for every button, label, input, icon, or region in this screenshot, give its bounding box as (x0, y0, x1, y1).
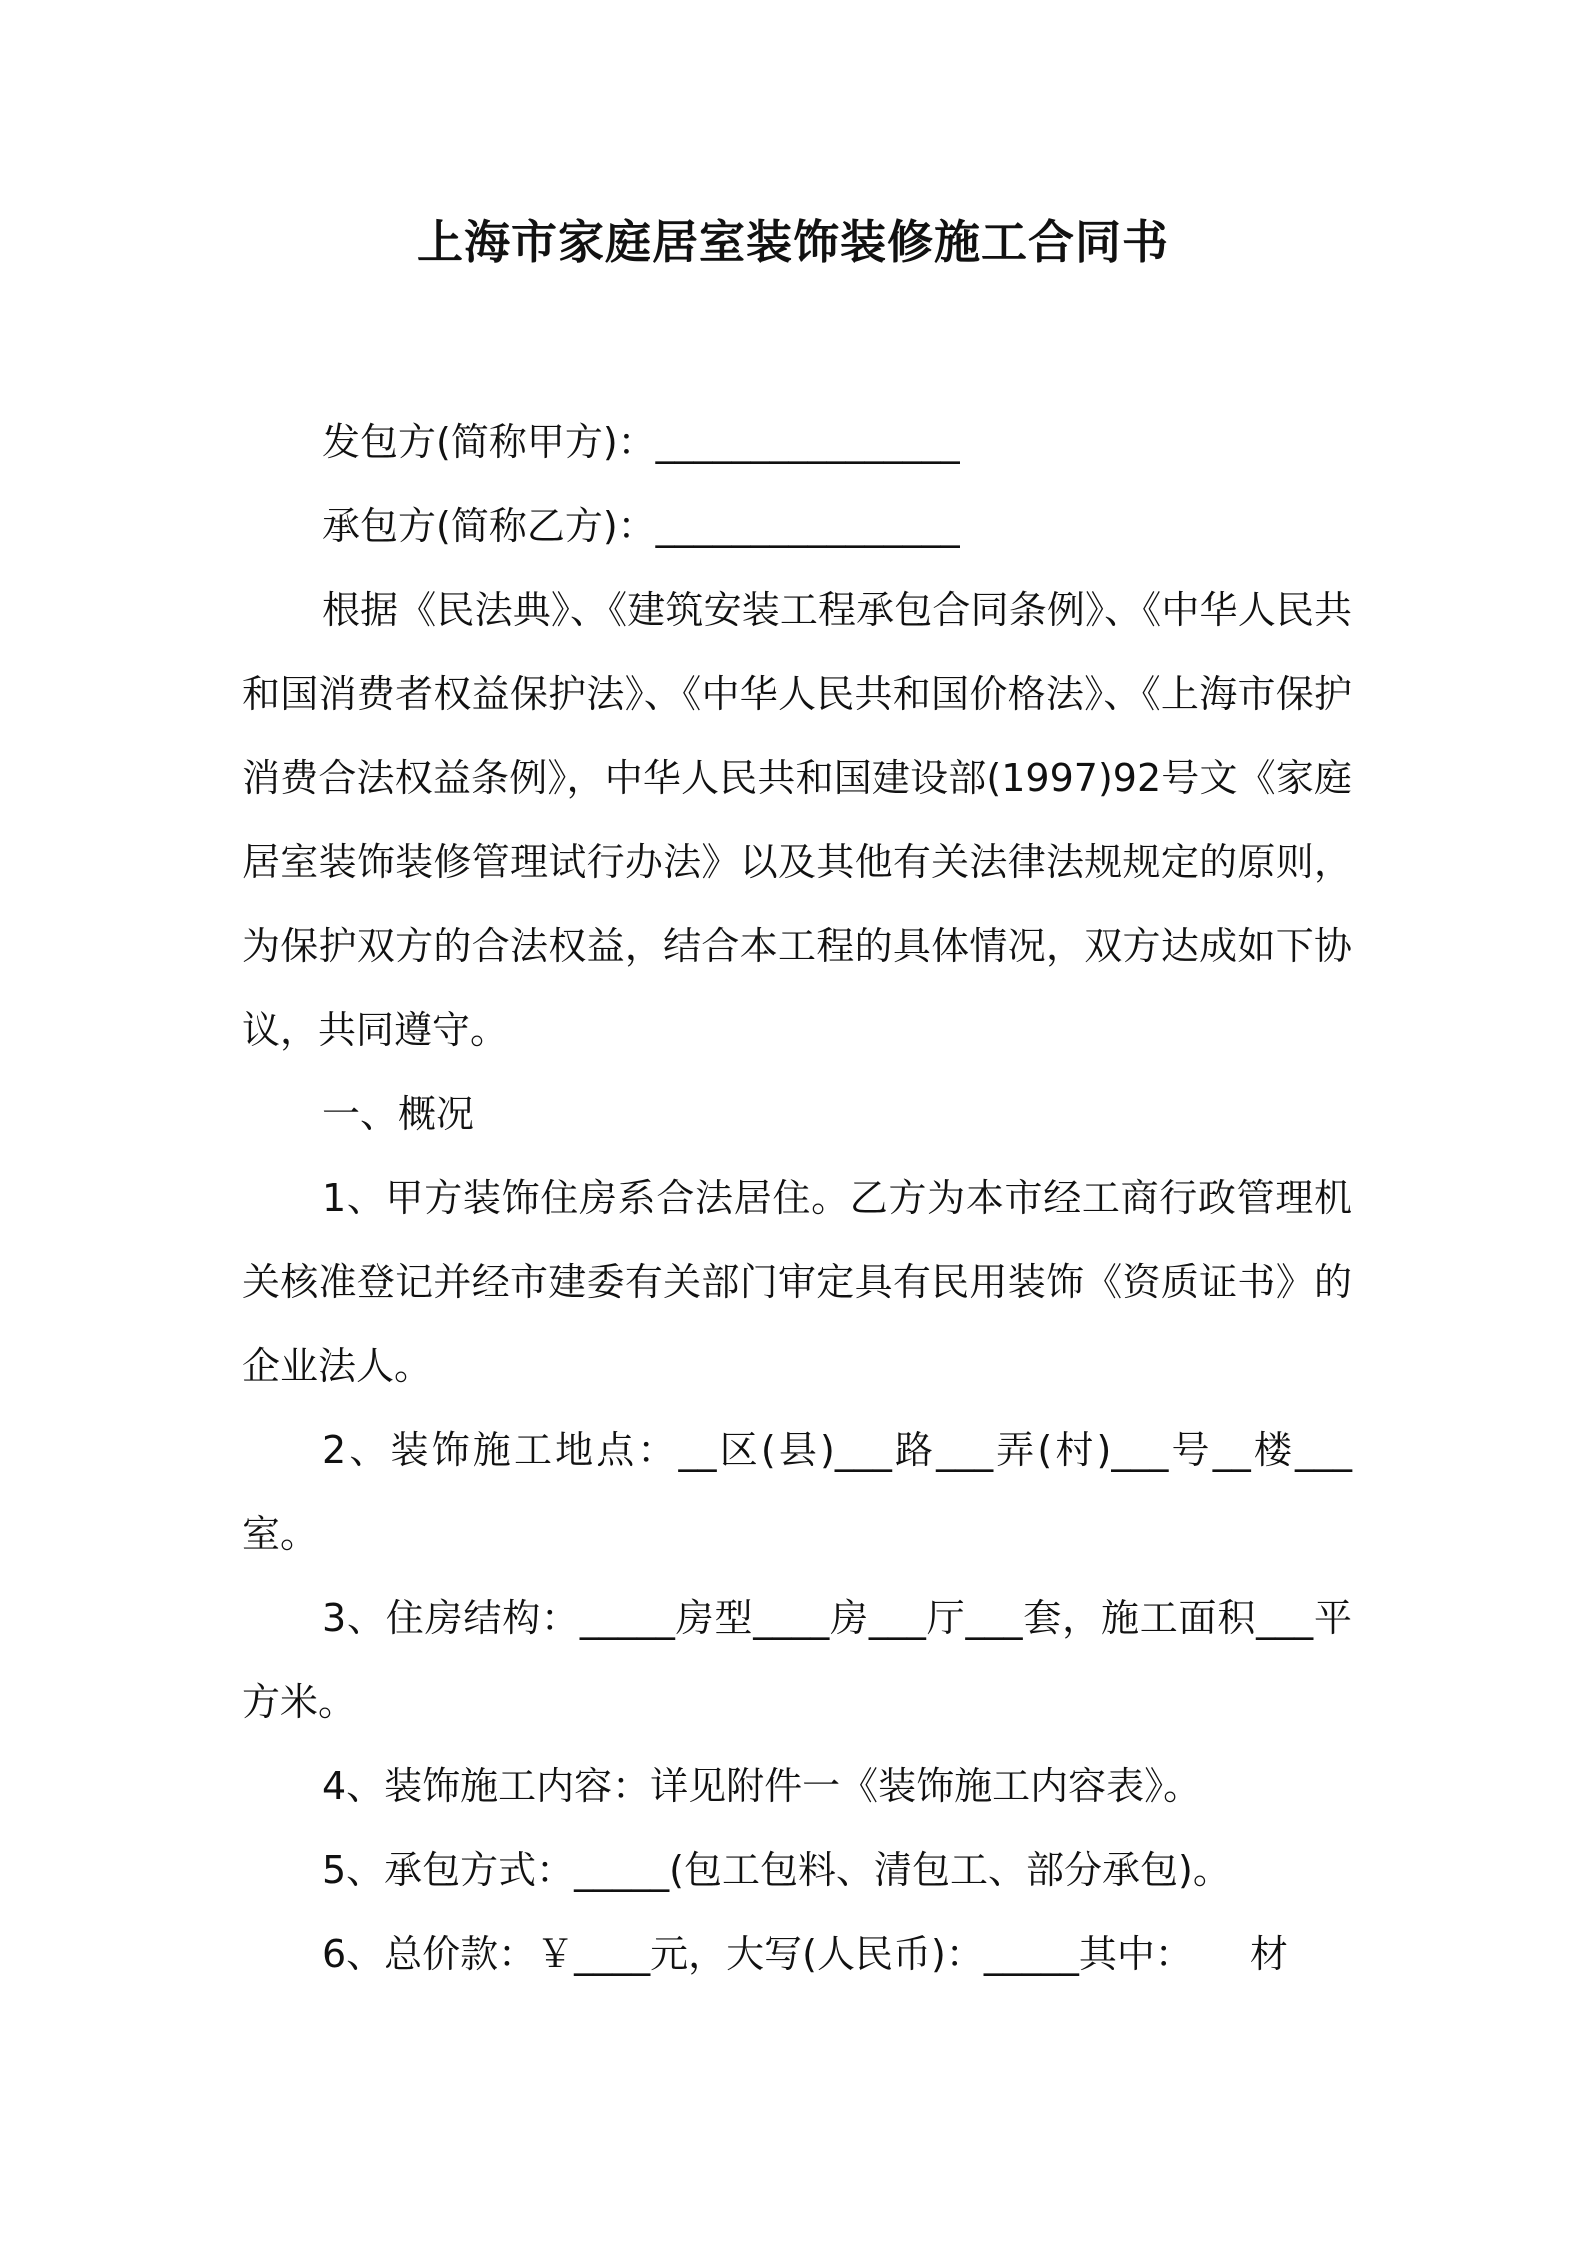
clause-1: 1、甲方装饰住房系合法居住。乙方为本市经工商行政管理机关核准登记并经市建委有关部门审定具有民用装饰《资质证书》的企业法人。 (242, 1176, 1352, 1388)
party-a-line: 发包方(简称甲方)：________________ (322, 420, 960, 464)
section-heading-overview: 一、概况 (322, 1092, 475, 1136)
document-title: 上海市家庭居室装饰装修施工合同书 (417, 215, 1169, 269)
document-body (242, 400, 1352, 1996)
party-b-line: 承包方(简称乙方)：________________ (322, 504, 960, 548)
clause-3: 3、住房结构：_____房型____房___厅___套，施工面积___平方米。 (242, 1596, 1352, 1724)
clause-6: 6、总价款：￥____元，大写(人民币)：_____其中： 材 (322, 1932, 1288, 1976)
clause-4: 4、装饰施工内容：详见附件一《装饰施工内容表》。 (322, 1764, 1202, 1808)
clause-5: 5、承包方式：_____(包工包料、清包工、部分承包)。 (322, 1848, 1231, 1892)
preamble-paragraph: 根据《民法典》、《建筑安装工程承包合同条例》、《中华人民共和国消费者权益保护法》、《中华人民共和国价格法》、《上海市保护消费合法权益条例》，中华人民共和国建设部(1997)92号文《家庭居室装饰装修管理试行办法》以及其他有关法律法规规定的原则，为保护双方的合法权益，结合本工程的具体情况，双方达成如下协议，共同遵守。 (242, 588, 1352, 1052)
clause-2: 2、装饰施工地点：__区(县)___路___弄(村)___号__楼___室。 (242, 1428, 1352, 1556)
